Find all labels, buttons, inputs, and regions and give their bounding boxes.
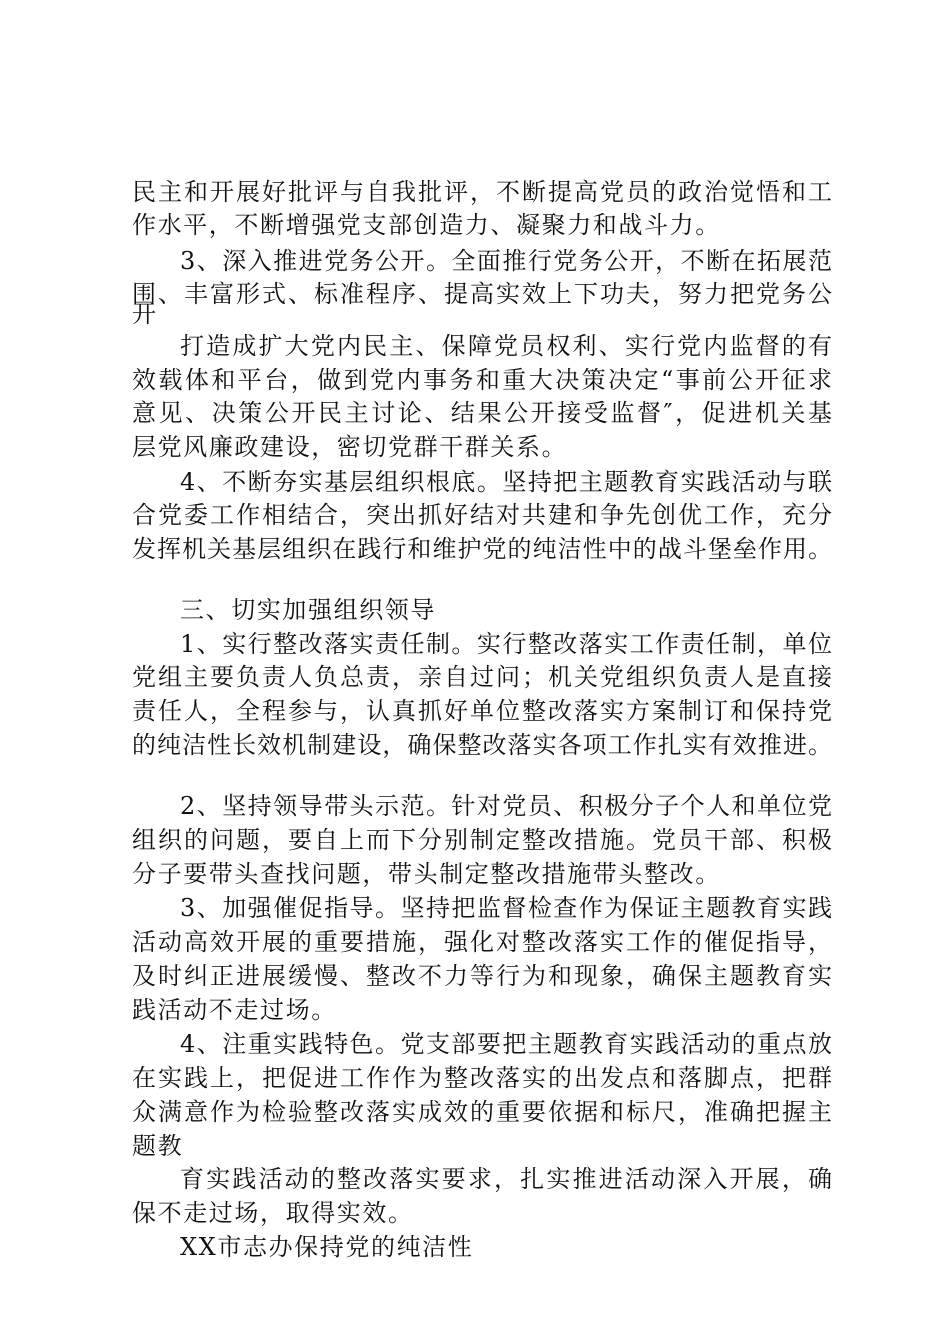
text-line: 意见、决策公开民主讨论、结果公开接受监督″，促进机关基 bbox=[132, 399, 832, 427]
text-line: 4、不断夯实基层组织根底。坚持把主题教育实践活动与联 bbox=[180, 468, 832, 496]
text-line: 2、坚持领导带头示范。针对党员、积极分子个人和单位党 bbox=[180, 792, 832, 820]
text-line: 在实践上，把促进工作作为整改落实的出发点和落脚点，把群 bbox=[132, 1064, 832, 1092]
text-line: 合党委工作相结合，突出抓好结对共建和争先创优工作，充分 bbox=[132, 501, 832, 529]
text-line: 打造成扩大党内民主、保障党员权利、实行党内监督的有 bbox=[180, 332, 832, 360]
text-line: 责任人，全程参与，认真抓好单位整改落实方案制订和保持党 bbox=[132, 697, 832, 725]
text-line: 众满意作为检验整改落实成效的重要依据和标尺，准确把握主 bbox=[132, 1098, 832, 1126]
text-line: 效载体和平台，做到党内事务和重大决策决定“事前公开征求 bbox=[132, 366, 832, 394]
text-line: 题教 bbox=[132, 1132, 184, 1160]
text-line: 组织的问题，要自上而下分别制定整改措施。党员干部、积极 bbox=[132, 826, 832, 854]
text-line: 践活动不走过场。 bbox=[132, 996, 337, 1024]
text-line: 分子要带头查找问题，带头制定整改措施带头整改。 bbox=[132, 860, 721, 888]
text-line: 活动高效开展的重要措施，强化对整改落实工作的催促指导， bbox=[132, 928, 832, 956]
text-line: 3、加强催促指导。坚持把监督检查作为保证主题教育实践 bbox=[180, 894, 832, 922]
text-line: 1、实行整改落实责任制。实行整改落实工作责任制，单位 bbox=[180, 630, 832, 658]
text-line: 民主和开展好批评与自我批评，不断提高党员的政治觉悟和工 bbox=[132, 178, 832, 206]
document-footer-title: XX市志办保持党的纯洁性 bbox=[180, 1233, 474, 1261]
text-line: 围、丰富形式、标准程序、提高实效上下功夫，努力把党务公 bbox=[132, 280, 832, 308]
text-line: 育实践活动的整改落实要求，扎实推进活动深入开展，确 bbox=[180, 1165, 832, 1193]
text-line: 作水平，不断增强党支部创造力、凝聚力和战斗力。 bbox=[132, 211, 721, 239]
text-line: 发挥机关基层组织在践行和维护党的纯洁性中的战斗堡垒作用。 bbox=[132, 535, 832, 563]
text-line: 党组主要负责人负总责，亲自过问；机关党组织负责人是直接 bbox=[132, 663, 832, 691]
text-line: 的纯洁性长效机制建设，确保整改落实各项工作扎实有效推进。 bbox=[132, 731, 832, 759]
text-line: 层党风廉政建设，密切党群干群关系。 bbox=[132, 433, 568, 461]
section-heading: 三、切实加强组织领导 bbox=[180, 596, 436, 624]
text-line: 3、深入推进党务公开。全面推行党务公开，不断在拓展范 bbox=[180, 247, 832, 275]
text-line: 开 bbox=[132, 300, 158, 328]
text-line: 4、注重实践特色。党支部要把主题教育实践活动的重点放 bbox=[180, 1030, 832, 1058]
text-line: 保不走过场，取得实效。 bbox=[132, 1199, 414, 1227]
text-line: 及时纠正进展缓慢、整改不力等行为和现象，确保主题教育实 bbox=[132, 962, 832, 990]
